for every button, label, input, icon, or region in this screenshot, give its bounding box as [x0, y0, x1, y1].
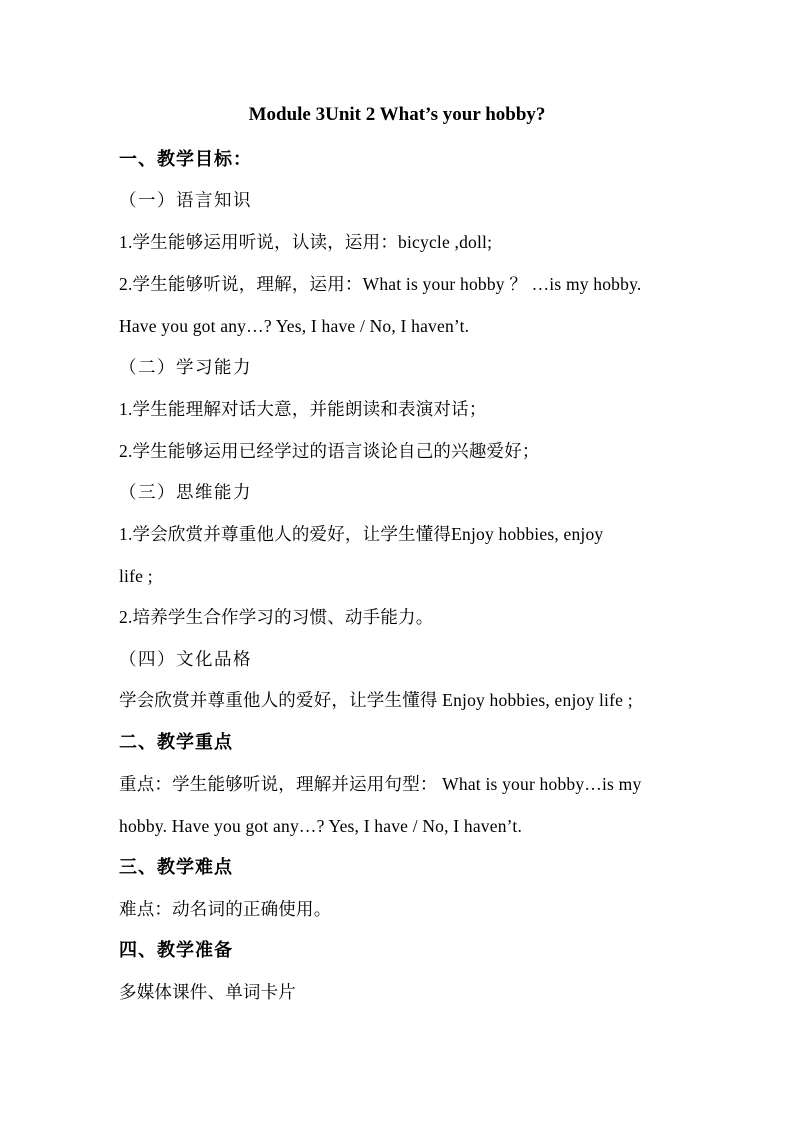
objective-line: 学会欣赏并尊重他人的爱好，让学生懂得 Enjoy hobbies, enjoy life ;	[119, 690, 633, 710]
subheading-thinking-ability: （三）思维能力	[119, 482, 252, 502]
objective-line: 2.学生能够听说，理解，运用：What is your hobby ？ …is my hobby.	[119, 274, 642, 294]
subheading-learning-ability: （二）学习能力	[119, 357, 252, 377]
objective-line: 1.学生能够运用听说，认读，运用：bicycle ,doll;	[119, 232, 493, 252]
difficulty-line: 难点：动名词的正确使用。	[119, 899, 332, 919]
section-heading-teaching-focus: 二、教学重点	[119, 732, 233, 752]
objective-line: 2.学生能够运用已经学过的语言谈论自己的兴趣爱好；	[119, 441, 540, 461]
focus-line: 重点：学生能够听说，理解并运用句型： What is your hobby…is my	[119, 774, 642, 794]
objective-line: 1.学生能理解对话大意，并能朗读和表演对话；	[119, 399, 487, 419]
objective-line: Have you got any…? Yes, I have / No, I haven’t.	[119, 316, 470, 336]
section-heading-teaching-objectives: 一、教学目标：	[119, 149, 252, 169]
focus-line: hobby. Have you got any…? Yes, I have / No, I haven’t.	[119, 816, 523, 836]
preparation-line: 多媒体课件、单词卡片	[119, 982, 296, 1002]
document-title: Module 3Unit 2 What’s your hobby?	[248, 104, 546, 125]
objective-line: 2.培养学生合作学习的习惯、动手能力。	[119, 607, 434, 627]
section-heading-teaching-preparation: 四、教学准备	[119, 940, 233, 960]
subheading-cultural-character: （四）文化品格	[119, 649, 252, 669]
objective-line: life ;	[119, 566, 153, 586]
section-heading-teaching-difficulty: 三、教学难点	[119, 857, 233, 877]
subheading-language-knowledge: （一）语言知识	[119, 190, 252, 210]
objective-line: 1.学会欣赏并尊重他人的爱好，让学生懂得Enjoy hobbies, enjoy	[119, 524, 604, 544]
